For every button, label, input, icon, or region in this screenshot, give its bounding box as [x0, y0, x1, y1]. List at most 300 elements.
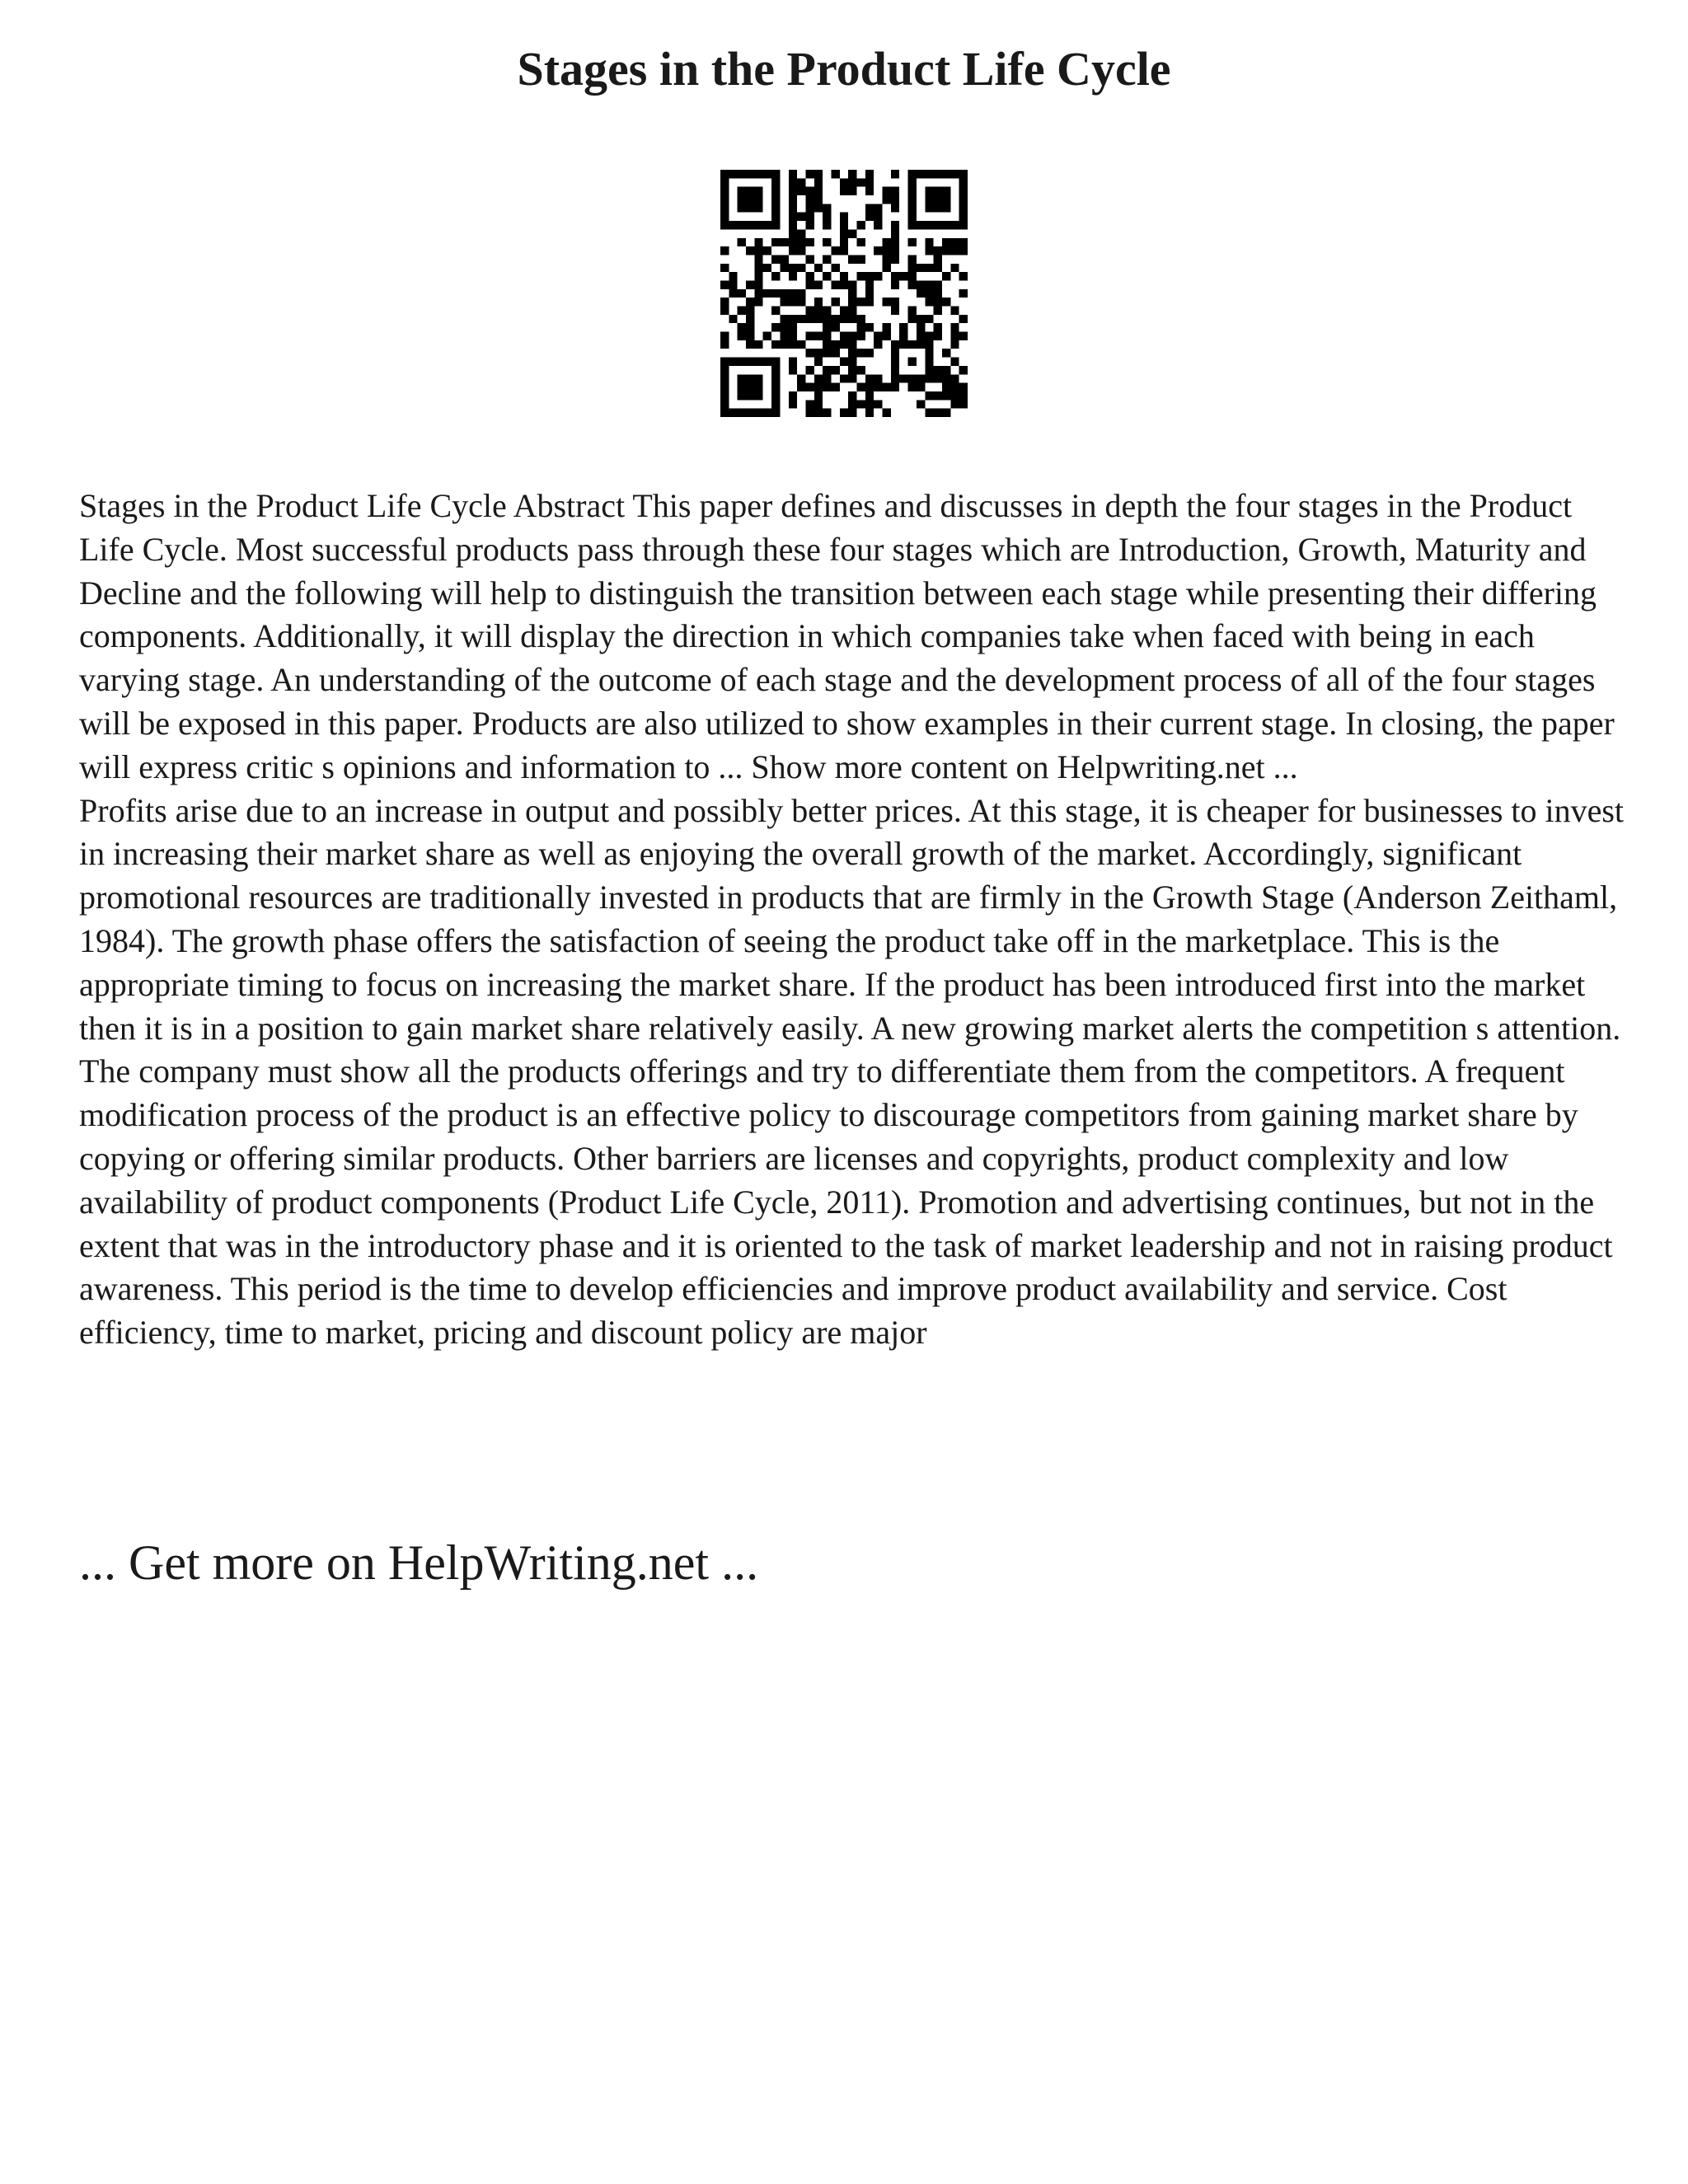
qr-module	[738, 383, 746, 391]
qr-module	[789, 323, 797, 331]
qr-module	[857, 323, 865, 331]
qr-module	[797, 246, 805, 255]
qr-module	[738, 289, 746, 298]
qr-module	[771, 213, 780, 221]
qr-module	[891, 358, 899, 366]
qr-module	[805, 221, 814, 229]
qr-module	[814, 374, 823, 382]
qr-module	[754, 204, 762, 212]
qr-module	[917, 170, 925, 178]
qr-module	[805, 204, 814, 212]
qr-module	[771, 238, 780, 246]
qr-module	[883, 298, 891, 306]
qr-module	[917, 332, 925, 340]
qr-module	[746, 204, 754, 212]
qr-module	[848, 289, 856, 298]
qr-module	[754, 383, 762, 391]
qr-module	[729, 221, 737, 229]
qr-module	[950, 374, 959, 382]
qr-module	[720, 280, 729, 288]
qr-module	[925, 315, 933, 323]
qr-module	[805, 187, 814, 195]
qr-module	[934, 289, 942, 298]
qr-module	[771, 400, 780, 408]
qr-module	[891, 280, 899, 288]
qr-module	[805, 213, 814, 221]
qr-module	[908, 204, 917, 212]
qr-module	[720, 409, 729, 417]
qr-module	[925, 332, 933, 340]
qr-module	[720, 170, 729, 178]
qr-module	[908, 315, 917, 323]
qr-module	[720, 391, 729, 400]
qr-module	[908, 187, 917, 195]
qr-module	[797, 187, 805, 195]
qr-module	[883, 246, 891, 255]
qr-module	[720, 307, 729, 315]
qr-module	[746, 280, 754, 288]
page-title: Stages in the Product Life Cycle	[517, 42, 1171, 96]
qr-module	[746, 391, 754, 400]
qr-module	[729, 280, 737, 288]
qr-module	[899, 332, 907, 340]
qr-module	[780, 289, 788, 298]
qr-module	[934, 170, 942, 178]
qr-module	[780, 298, 788, 306]
qr-module	[780, 238, 788, 246]
qr-module	[950, 221, 959, 229]
qr-module	[831, 246, 839, 255]
qr-module	[925, 187, 933, 195]
qr-module	[950, 340, 959, 349]
qr-module	[789, 204, 797, 212]
qr-module	[754, 264, 762, 272]
qr-module	[865, 187, 874, 195]
qr-module	[720, 340, 729, 349]
qr-module	[831, 366, 839, 374]
qr-module	[891, 255, 899, 263]
qr-module	[883, 255, 891, 263]
qr-module	[814, 280, 823, 288]
qr-module	[720, 264, 729, 272]
qr-module	[942, 383, 950, 391]
qr-module	[874, 246, 882, 255]
qr-module	[780, 323, 788, 331]
qr-module	[789, 358, 797, 366]
qr-module	[746, 298, 754, 306]
qr-module	[891, 221, 899, 229]
qr-module	[823, 307, 831, 315]
qr-module	[925, 374, 933, 382]
qr-module	[831, 340, 839, 349]
qr-module	[771, 221, 780, 229]
qr-module	[840, 280, 848, 288]
qr-module	[840, 332, 848, 340]
qr-module	[899, 340, 907, 349]
qr-module	[746, 409, 754, 417]
qr-module	[848, 280, 856, 288]
qr-module	[805, 195, 814, 204]
qr-module	[746, 358, 754, 366]
qr-module	[950, 170, 959, 178]
qr-module	[771, 323, 780, 331]
qr-module	[959, 213, 968, 221]
qr-module	[857, 221, 865, 229]
qr-module	[942, 187, 950, 195]
qr-module	[789, 340, 797, 349]
qr-module	[720, 213, 729, 221]
qr-module	[942, 298, 950, 306]
qr-module	[771, 374, 780, 382]
qr-module	[805, 272, 814, 280]
qr-module	[746, 221, 754, 229]
qr-module	[925, 264, 933, 272]
qr-module	[959, 332, 968, 340]
qr-module	[942, 374, 950, 382]
qr-module	[754, 280, 762, 288]
qr-module	[917, 221, 925, 229]
qr-module	[814, 204, 823, 212]
qr-module	[891, 229, 899, 237]
qr-module	[805, 383, 814, 391]
qr-module	[754, 170, 762, 178]
qr-module	[942, 204, 950, 212]
qr-module	[950, 391, 959, 400]
qr-module	[771, 255, 780, 263]
qr-module	[754, 246, 762, 255]
qr-module	[891, 349, 899, 357]
qr-module	[746, 340, 754, 349]
qr-module	[738, 409, 746, 417]
qr-module	[771, 289, 780, 298]
qr-module	[925, 340, 933, 349]
qr-module	[789, 289, 797, 298]
qr-module	[959, 315, 968, 323]
qr-module	[908, 238, 917, 246]
qr-module	[840, 307, 848, 315]
qr-module	[848, 255, 856, 263]
qr-module	[771, 187, 780, 195]
qr-module	[738, 170, 746, 178]
qr-code	[720, 170, 968, 417]
qr-module	[908, 170, 917, 178]
qr-module	[959, 400, 968, 408]
qr-module	[789, 264, 797, 272]
qr-module	[925, 289, 933, 298]
qr-module	[754, 255, 762, 263]
qr-module	[934, 255, 942, 263]
qr-module	[797, 383, 805, 391]
qr-module	[720, 374, 729, 382]
qr-module	[865, 391, 874, 400]
qr-module	[857, 238, 865, 246]
qr-module	[746, 170, 754, 178]
qr-module	[942, 195, 950, 204]
qr-module	[789, 246, 797, 255]
qr-module	[780, 255, 788, 263]
qr-module	[874, 340, 882, 349]
qr-module	[823, 349, 831, 357]
qr-module	[754, 289, 762, 298]
qr-module	[797, 213, 805, 221]
qr-module	[865, 280, 874, 288]
qr-module	[720, 178, 729, 186]
qr-module	[925, 366, 933, 374]
qr-module	[950, 400, 959, 408]
qr-module	[771, 383, 780, 391]
qr-module	[746, 374, 754, 382]
qr-module	[754, 195, 762, 204]
qr-module	[840, 221, 848, 229]
qr-module	[848, 298, 856, 306]
qr-module	[763, 246, 771, 255]
get-more-link[interactable]: ... Get more on HelpWriting.net ...	[79, 1535, 759, 1590]
qr-module	[848, 170, 856, 178]
qr-module	[917, 400, 925, 408]
qr-module	[959, 178, 968, 186]
qr-module	[857, 272, 865, 280]
qr-module	[805, 280, 814, 288]
qr-module	[754, 238, 762, 246]
qr-module	[763, 289, 771, 298]
qr-module	[959, 383, 968, 391]
qr-module	[891, 374, 899, 382]
qr-module	[942, 349, 950, 357]
qr-module	[883, 323, 891, 331]
qr-module	[729, 272, 737, 280]
qr-module	[917, 315, 925, 323]
qr-module	[942, 238, 950, 246]
qr-module	[797, 374, 805, 382]
qr-module	[874, 383, 882, 391]
qr-module	[925, 221, 933, 229]
qr-module	[754, 358, 762, 366]
qr-module	[729, 409, 737, 417]
qr-module	[789, 400, 797, 408]
qr-module	[738, 187, 746, 195]
qr-module	[754, 391, 762, 400]
qr-module	[917, 323, 925, 331]
qr-module	[891, 366, 899, 374]
qr-module	[797, 315, 805, 323]
qr-module	[891, 340, 899, 349]
qr-module	[908, 340, 917, 349]
qr-module	[942, 409, 950, 417]
qr-module	[797, 238, 805, 246]
qr-module	[908, 178, 917, 186]
qr-module	[729, 315, 737, 323]
qr-module	[848, 409, 856, 417]
qr-module	[908, 358, 917, 366]
qr-module	[950, 323, 959, 331]
qr-module	[865, 349, 874, 357]
qr-module	[848, 178, 856, 186]
qr-module	[891, 383, 899, 391]
qr-module	[959, 195, 968, 204]
qr-module	[771, 358, 780, 366]
qr-module	[789, 272, 797, 280]
qr-module	[874, 374, 882, 382]
qr-module	[805, 409, 814, 417]
qr-module	[789, 187, 797, 195]
qr-module	[780, 340, 788, 349]
qr-module	[925, 349, 933, 357]
qr-module	[942, 391, 950, 400]
qr-module	[891, 204, 899, 212]
qr-module	[823, 213, 831, 221]
qr-code-icon	[720, 170, 968, 417]
qr-module	[857, 315, 865, 323]
qr-module	[771, 409, 780, 417]
qr-module	[823, 272, 831, 280]
qr-module	[720, 246, 729, 255]
qr-module	[840, 187, 848, 195]
qr-module	[925, 280, 933, 288]
qr-module	[883, 238, 891, 246]
qr-module	[874, 213, 882, 221]
qr-module	[925, 409, 933, 417]
qr-module	[840, 246, 848, 255]
qr-module	[823, 374, 831, 382]
qr-module	[789, 391, 797, 400]
qr-module	[823, 409, 831, 417]
qr-module	[925, 246, 933, 255]
qr-module	[814, 400, 823, 408]
qr-module	[771, 195, 780, 204]
qr-module	[797, 340, 805, 349]
qr-module	[959, 391, 968, 400]
qr-module	[831, 315, 839, 323]
qr-module	[848, 400, 856, 408]
qr-module	[763, 358, 771, 366]
qr-module	[738, 358, 746, 366]
qr-module	[789, 332, 797, 340]
qr-module	[840, 358, 848, 366]
qr-module	[746, 195, 754, 204]
qr-module	[925, 358, 933, 366]
qr-module	[942, 272, 950, 280]
qr-module	[950, 246, 959, 255]
qr-module	[857, 298, 865, 306]
qr-module	[840, 238, 848, 246]
qr-module	[814, 332, 823, 340]
qr-module	[848, 349, 856, 357]
qr-module	[823, 238, 831, 246]
qr-module	[754, 272, 762, 280]
qr-module	[934, 264, 942, 272]
qr-module	[925, 170, 933, 178]
qr-module	[754, 187, 762, 195]
qr-module	[738, 332, 746, 340]
qr-module	[831, 298, 839, 306]
qr-module	[814, 264, 823, 272]
qr-module	[857, 366, 865, 374]
qr-module	[959, 204, 968, 212]
qr-module	[789, 315, 797, 323]
qr-module	[771, 272, 780, 280]
qr-module	[950, 332, 959, 340]
qr-module	[840, 315, 848, 323]
qr-module	[805, 315, 814, 323]
qr-module	[865, 178, 874, 186]
qr-module	[848, 366, 856, 374]
qr-module	[738, 323, 746, 331]
qr-module	[823, 221, 831, 229]
qr-module	[754, 298, 762, 306]
qr-module	[720, 358, 729, 366]
qr-module	[934, 280, 942, 288]
qr-module	[917, 374, 925, 382]
qr-module	[899, 323, 907, 331]
qr-module	[959, 187, 968, 195]
qr-module	[917, 289, 925, 298]
qr-module	[891, 195, 899, 204]
qr-module	[814, 358, 823, 366]
qr-module	[891, 298, 899, 306]
qr-module	[883, 195, 891, 204]
qr-module	[874, 221, 882, 229]
qr-module	[908, 195, 917, 204]
qr-module	[857, 400, 865, 408]
qr-module	[934, 409, 942, 417]
qr-module	[848, 307, 856, 315]
qr-module	[814, 307, 823, 315]
qr-module	[814, 409, 823, 417]
qr-module	[805, 170, 814, 178]
qr-module	[925, 298, 933, 306]
qr-module	[771, 170, 780, 178]
qr-module	[840, 374, 848, 382]
qr-module	[899, 272, 907, 280]
qr-module	[780, 315, 788, 323]
qr-module	[738, 238, 746, 246]
qr-module	[934, 307, 942, 315]
qr-module	[805, 332, 814, 340]
qr-module	[883, 332, 891, 340]
qr-module	[857, 349, 865, 357]
qr-module	[823, 340, 831, 349]
qr-module	[959, 289, 968, 298]
qr-module	[874, 332, 882, 340]
qr-module	[797, 229, 805, 237]
qr-module	[805, 307, 814, 315]
qr-module	[720, 383, 729, 391]
qr-module	[942, 366, 950, 374]
qr-module	[865, 400, 874, 408]
qr-module	[959, 170, 968, 178]
qr-module	[874, 204, 882, 212]
qr-module	[883, 383, 891, 391]
qr-module	[934, 246, 942, 255]
qr-module	[959, 272, 968, 280]
qr-module	[934, 187, 942, 195]
qr-module	[959, 221, 968, 229]
qr-module	[848, 374, 856, 382]
qr-module	[720, 400, 729, 408]
qr-module	[823, 255, 831, 263]
qr-module	[840, 229, 848, 237]
qr-module	[763, 264, 771, 272]
qr-module	[925, 195, 933, 204]
qr-module	[899, 374, 907, 382]
qr-module	[934, 366, 942, 374]
qr-module	[959, 238, 968, 246]
qr-module	[908, 272, 917, 280]
qr-module	[848, 340, 856, 349]
qr-module	[754, 409, 762, 417]
qr-module	[874, 400, 882, 408]
qr-module	[942, 221, 950, 229]
